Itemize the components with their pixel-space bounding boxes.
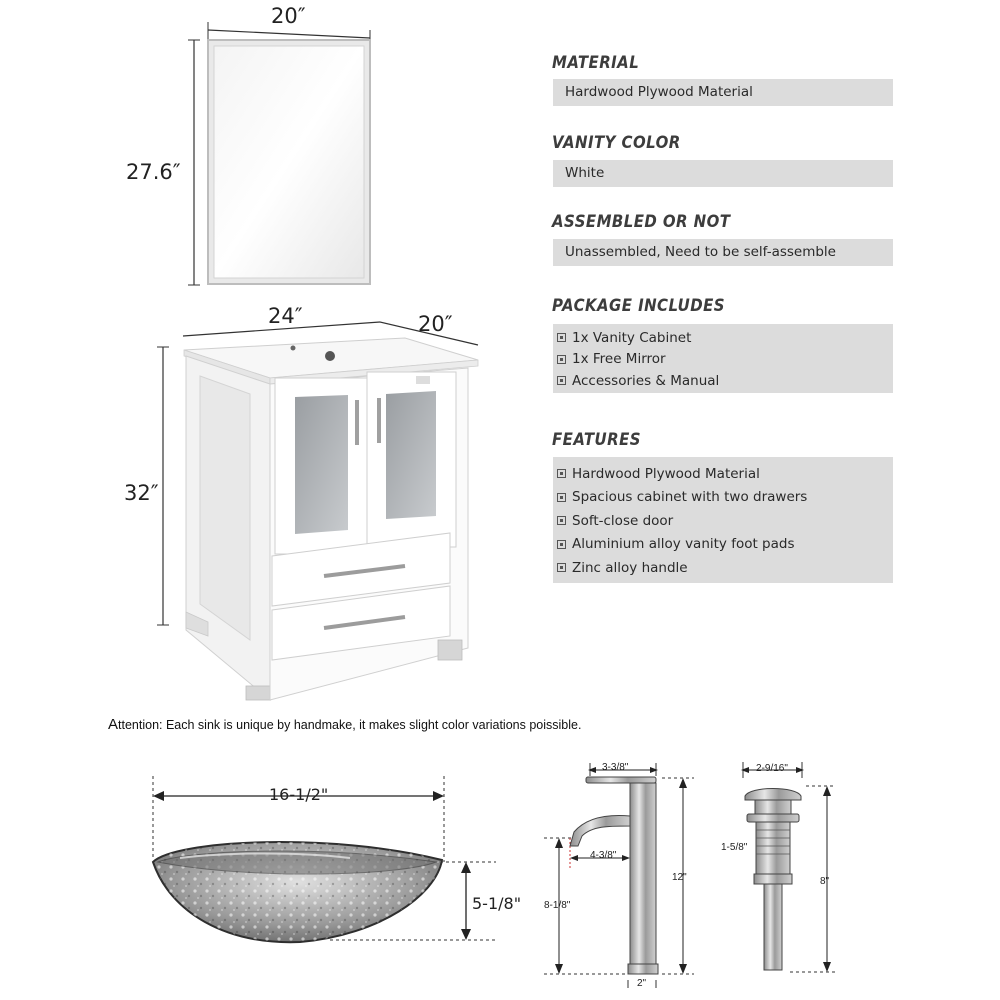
list-item bbox=[553, 462, 893, 486]
faucet-spout-height-label: 8-1/8" bbox=[544, 900, 571, 911]
attention-first-letter: A bbox=[108, 716, 119, 733]
drain-top-label: 2-9/16" bbox=[756, 763, 788, 774]
assembled-value: Unassembled, Need to be self-assemble bbox=[553, 239, 893, 266]
vanity-drawing bbox=[157, 322, 478, 700]
faucet-spout-label: 4-3/8" bbox=[590, 850, 617, 861]
list-item bbox=[553, 370, 893, 392]
list-item-label: Zinc alloy handle bbox=[572, 559, 688, 576]
features-list-box bbox=[553, 457, 893, 583]
drain-height-label: 8" bbox=[820, 876, 830, 887]
features-list bbox=[553, 462, 893, 580]
checkbox-bullet-icon bbox=[557, 469, 566, 478]
list-item-label: 1x Vanity Cabinet bbox=[572, 329, 692, 346]
vanity-color-value: White bbox=[553, 160, 893, 187]
vanity-width-label: 24″ bbox=[268, 304, 303, 328]
package-list bbox=[553, 327, 893, 392]
checkbox-bullet-icon bbox=[557, 493, 566, 502]
list-item bbox=[553, 509, 893, 533]
drain-drawing bbox=[741, 762, 836, 972]
checkbox-bullet-icon bbox=[557, 516, 566, 525]
list-item bbox=[553, 349, 893, 371]
vanity-depth-label: 20″ bbox=[418, 312, 453, 336]
drain-neck-label: 1-5/8" bbox=[721, 842, 748, 853]
list-item-label: Accessories & Manual bbox=[572, 372, 720, 389]
assembled-heading: ASSEMBLED OR NOT bbox=[552, 212, 731, 232]
material-value: Hardwood Plywood Material bbox=[553, 79, 893, 106]
attention-text: ttention: Each sink is unique by handmake, it makes slight color variations poissible. bbox=[118, 718, 582, 732]
list-item bbox=[553, 533, 893, 557]
checkbox-bullet-icon bbox=[557, 333, 566, 342]
faucet-total-height-label: 12" bbox=[672, 872, 687, 883]
faucet-base-label: 2" bbox=[637, 978, 647, 989]
checkbox-bullet-icon bbox=[557, 563, 566, 572]
features-heading: FEATURES bbox=[552, 430, 641, 450]
material-heading: MATERIAL bbox=[552, 53, 640, 73]
checkbox-bullet-icon bbox=[557, 376, 566, 385]
package-heading: PACKAGE INCLUDES bbox=[552, 296, 725, 316]
list-item-label: Aluminium alloy vanity foot pads bbox=[572, 536, 795, 553]
attention-note bbox=[108, 716, 581, 733]
package-list-box bbox=[553, 324, 893, 393]
list-item-label: Soft-close door bbox=[572, 512, 674, 529]
mirror-drawing bbox=[188, 22, 370, 285]
list-item bbox=[553, 327, 893, 349]
list-item-label: Spacious cabinet with two drawers bbox=[572, 489, 808, 506]
list-item-label: Hardwood Plywood Material bbox=[572, 465, 760, 482]
list-item-label: 1x Free Mirror bbox=[572, 351, 666, 368]
mirror-height-label: 27.6″ bbox=[126, 160, 181, 184]
vanity-color-heading: VANITY COLOR bbox=[552, 133, 681, 153]
checkbox-bullet-icon bbox=[557, 355, 566, 364]
sink-height-label: 5-1/8" bbox=[472, 894, 522, 913]
list-item bbox=[553, 486, 893, 510]
sink-width-label: 16-1/2" bbox=[269, 785, 329, 804]
list-item bbox=[553, 556, 893, 580]
faucet-top-label: 3-3/8" bbox=[602, 762, 629, 773]
checkbox-bullet-icon bbox=[557, 540, 566, 549]
mirror-width-label: 20″ bbox=[271, 4, 306, 28]
vanity-height-label: 32″ bbox=[124, 481, 159, 505]
